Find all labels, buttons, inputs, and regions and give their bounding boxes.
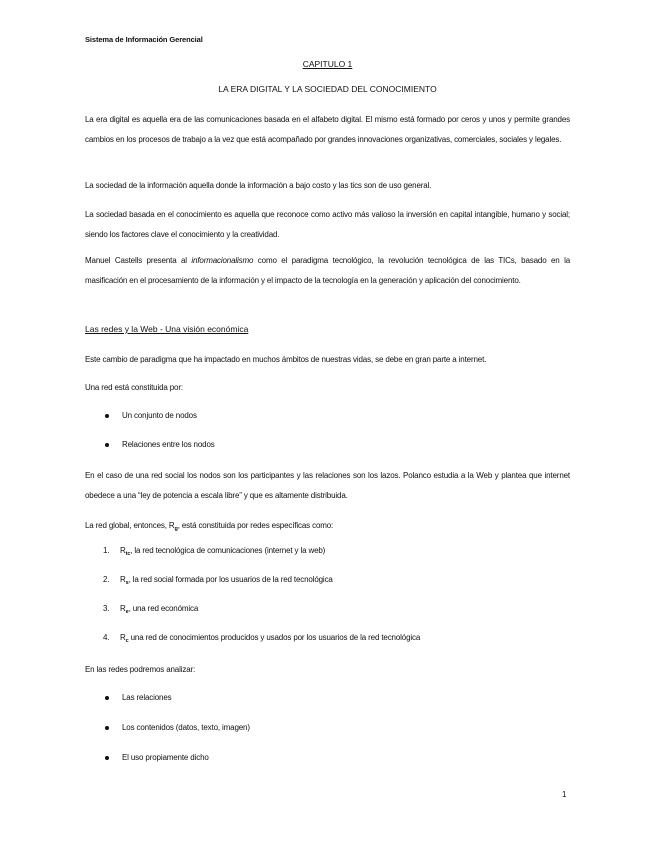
bullet-icon	[105, 726, 109, 730]
list-item: 3. $R_e$, una red económica	[103, 604, 199, 615]
paragraph-analizar: En las redes podremos analizar:	[85, 665, 196, 674]
list-item: Los contenidos (datos, texto, imagen)	[103, 723, 250, 732]
paragraph-era-digital: La era digital es aquella era de las comunicaciones basada en el alfabeto digital. El mismo está formado por ceros y unos y permite grandes cambios en los procesos de trabajo a la vez que está acompañado por grandes innovaciones organizativas, comerciales, sociales y legales.	[85, 115, 570, 144]
paragraph-sociedad-conocimiento: La sociedad basada en el conocimiento es aquella que reconoce como activo más valioso la inversión en capital intangible, humano y social; siendo los factores clave el conocimiento y la creatividad.	[85, 210, 570, 239]
bullet-icon	[105, 443, 109, 447]
paragraph-red-social: En el caso de una red social los nodos son los participantes y las relaciones son los lazos. Polanco estudia a la Web y plantea que internet obedece a una “ley de potencia a escala libre” y que es altamente distribuida.	[85, 471, 570, 500]
castells-text-a: Manuel Castells presenta al	[85, 256, 192, 265]
page-number: 1	[562, 790, 567, 799]
list-item: 2. $R_s$, la red social formada por los usuarios de la red tecnológica	[103, 575, 333, 586]
section-heading: Las redes y la Web - Una visión económica	[85, 324, 249, 334]
castells-text-b: como el paradigma tecnológico, la revolución tecnológica de las TICs, basado en la masificación en el procesamiento de la información y el impacto de la tecnología en la generación y aplicación del conocimiento.	[85, 256, 570, 285]
list-item: Un conjunto de nodos	[103, 411, 197, 420]
running-header: Sistema de Información Gerencial	[85, 35, 203, 44]
bullet-icon	[105, 756, 109, 760]
paragraph-red-constituida: Una red está constituida por:	[85, 383, 183, 392]
list-item: Las relaciones	[103, 693, 172, 702]
castells-emphasis: informacionalismo	[191, 256, 254, 265]
paragraph-castells	[85, 251, 570, 291]
list-item: 1. $R_{tc}$, la red tecnológica de comunicaciones (internet y la web)	[103, 546, 326, 557]
bullet-icon	[105, 414, 109, 418]
paragraph-sociedad-informacion: La sociedad de la información aquella donde la información a bajo costo y las tics son de uso general.	[85, 181, 432, 190]
paragraph-cambio-paradigma: Este cambio de paradigma que ha impactado en muchos ámbitos de nuestras vidas, se debe en gran parte a internet.	[85, 355, 487, 364]
paragraph-red-global: La red global, entonces, $R_g$, está constituida por redes específicas como:	[85, 521, 334, 532]
bullet-icon	[105, 696, 109, 700]
chapter-heading: CAPITULO 1	[302, 59, 353, 69]
list-item: El uso propiamente dicho	[103, 753, 209, 762]
list-item: Relaciones entre los nodos	[103, 440, 215, 449]
list-item: 4. $R_c$ una red de conocimientos producidos y usados por los usuarios de la red tecnológica	[103, 633, 421, 644]
chapter-title: LA ERA DIGITAL Y LA SOCIEDAD DEL CONOCIMIENTO	[218, 84, 437, 94]
